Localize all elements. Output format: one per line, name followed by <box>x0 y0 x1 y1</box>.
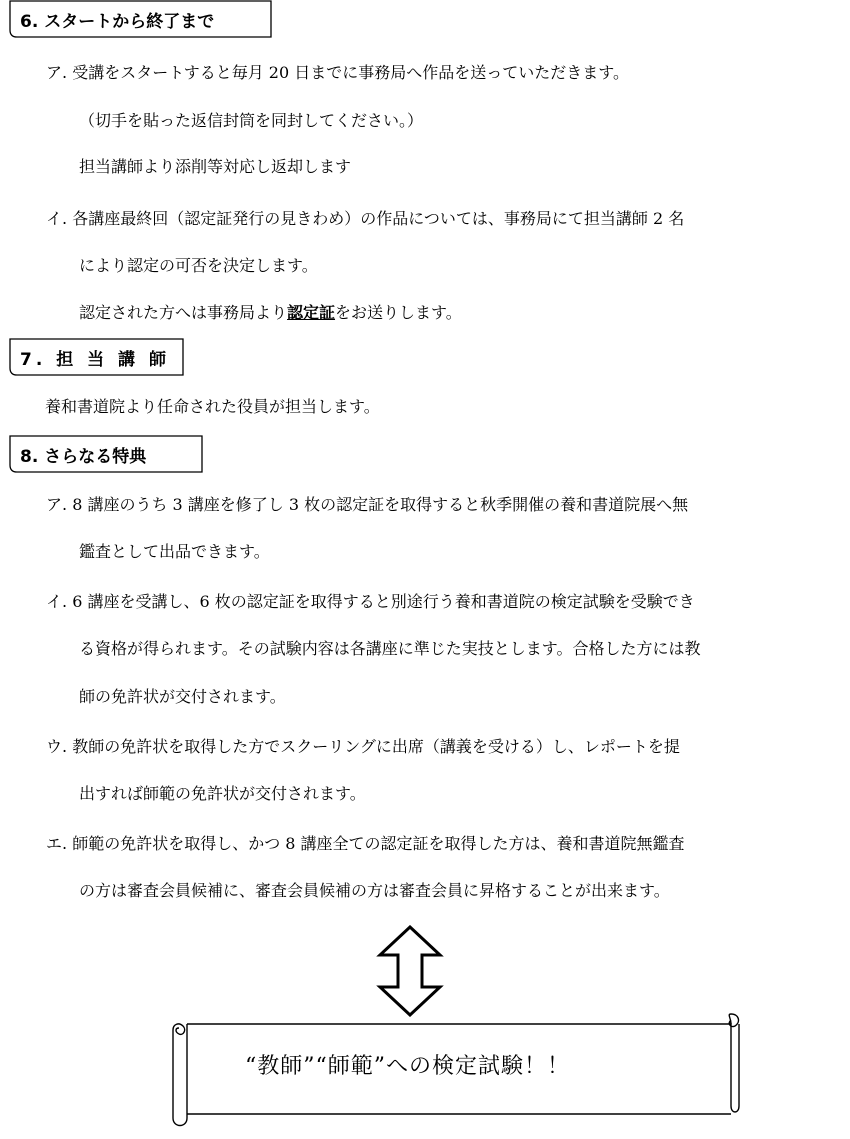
s8-u-marker: ウ. <box>46 737 68 756</box>
s8-i-text1: 6 講座を受講し、6 枚の認定証を取得すると別途行う養和書道院の検定試験を受験でき <box>72 592 695 611</box>
s6-a-line1 <box>46 62 629 84</box>
s6-a-line3: 担当講師より添削等対応し返却します <box>79 157 352 176</box>
double-arrow-icon <box>376 925 444 1017</box>
s6-a-line2: （切手を貼った返信封筒を同封してください。） <box>79 111 424 130</box>
s6-i-line3-pre: 認定された方へは事務局より <box>79 303 288 322</box>
banner-text: “教師”“師範”への検定試験！！ <box>245 1054 570 1079</box>
s8-i-line2: る資格が得られます。その試験内容は各講座に準じた実技とします。合格した方には教 <box>79 639 701 658</box>
s6-i-line3-post: をお送りします。 <box>335 303 462 322</box>
s6-a-text1: 受講をスタートすると毎月 20 日までに事務局へ作品を送っていただきます。 <box>72 63 629 82</box>
s8-e-line1 <box>46 833 685 855</box>
s6-i-text1: 各講座最終回（認定証発行の見きわめ）の作品については、事務局にて担当講師 2 名 <box>72 209 685 228</box>
s6-i-line3 <box>79 302 462 324</box>
s8-i-line1 <box>46 591 695 613</box>
certificate-emphasis: 認定証 <box>287 303 336 322</box>
section-7-heading <box>9 338 185 376</box>
s8-a-marker: ア. <box>46 495 68 514</box>
s8-u-line1 <box>46 736 680 758</box>
s8-u-text1: 教師の免許状を取得した方でスクーリングに出席（講義を受ける）し、レポートを提 <box>72 737 680 756</box>
s6-a-marker: ア. <box>46 63 68 82</box>
s8-i-marker: イ. <box>46 592 68 611</box>
s8-a-line2: 鑑査として出品できます。 <box>79 542 270 561</box>
s8-a-text1: 8 講座のうち 3 講座を修了し 3 枚の認定証を取得すると秋季開催の養和書道院展へ無 <box>72 495 689 514</box>
s6-i-marker: イ. <box>46 209 68 228</box>
s8-u-line2: 出すれば師範の免許状が交付されます。 <box>79 784 366 803</box>
s6-i-line2: により認定の可否を決定します。 <box>79 256 318 275</box>
s8-e-line2: の方は審査会員候補に、審査会員候補の方は審査会員に昇格することが出来ます。 <box>79 881 670 900</box>
s8-a-line1 <box>46 494 688 516</box>
section-7-title: 7. 担 当 講 師 <box>20 350 170 370</box>
section-8-title: 8. さらなる特典 <box>20 447 147 467</box>
section-8-heading <box>9 435 204 473</box>
s8-i-line3: 師の免許状が交付されます。 <box>79 687 286 706</box>
section-6-title: 6. スタートから終了まで <box>20 12 215 32</box>
s6-i-line1 <box>46 208 684 230</box>
s7-body: 養和書道院より任命された役員が担当します。 <box>45 397 380 416</box>
s8-e-marker: エ. <box>46 834 68 853</box>
section-6-heading <box>9 0 273 38</box>
s8-e-text1: 師範の免許状を取得し、かつ 8 講座全ての認定証を取得した方は、養和書道院無鑑査 <box>72 834 685 853</box>
